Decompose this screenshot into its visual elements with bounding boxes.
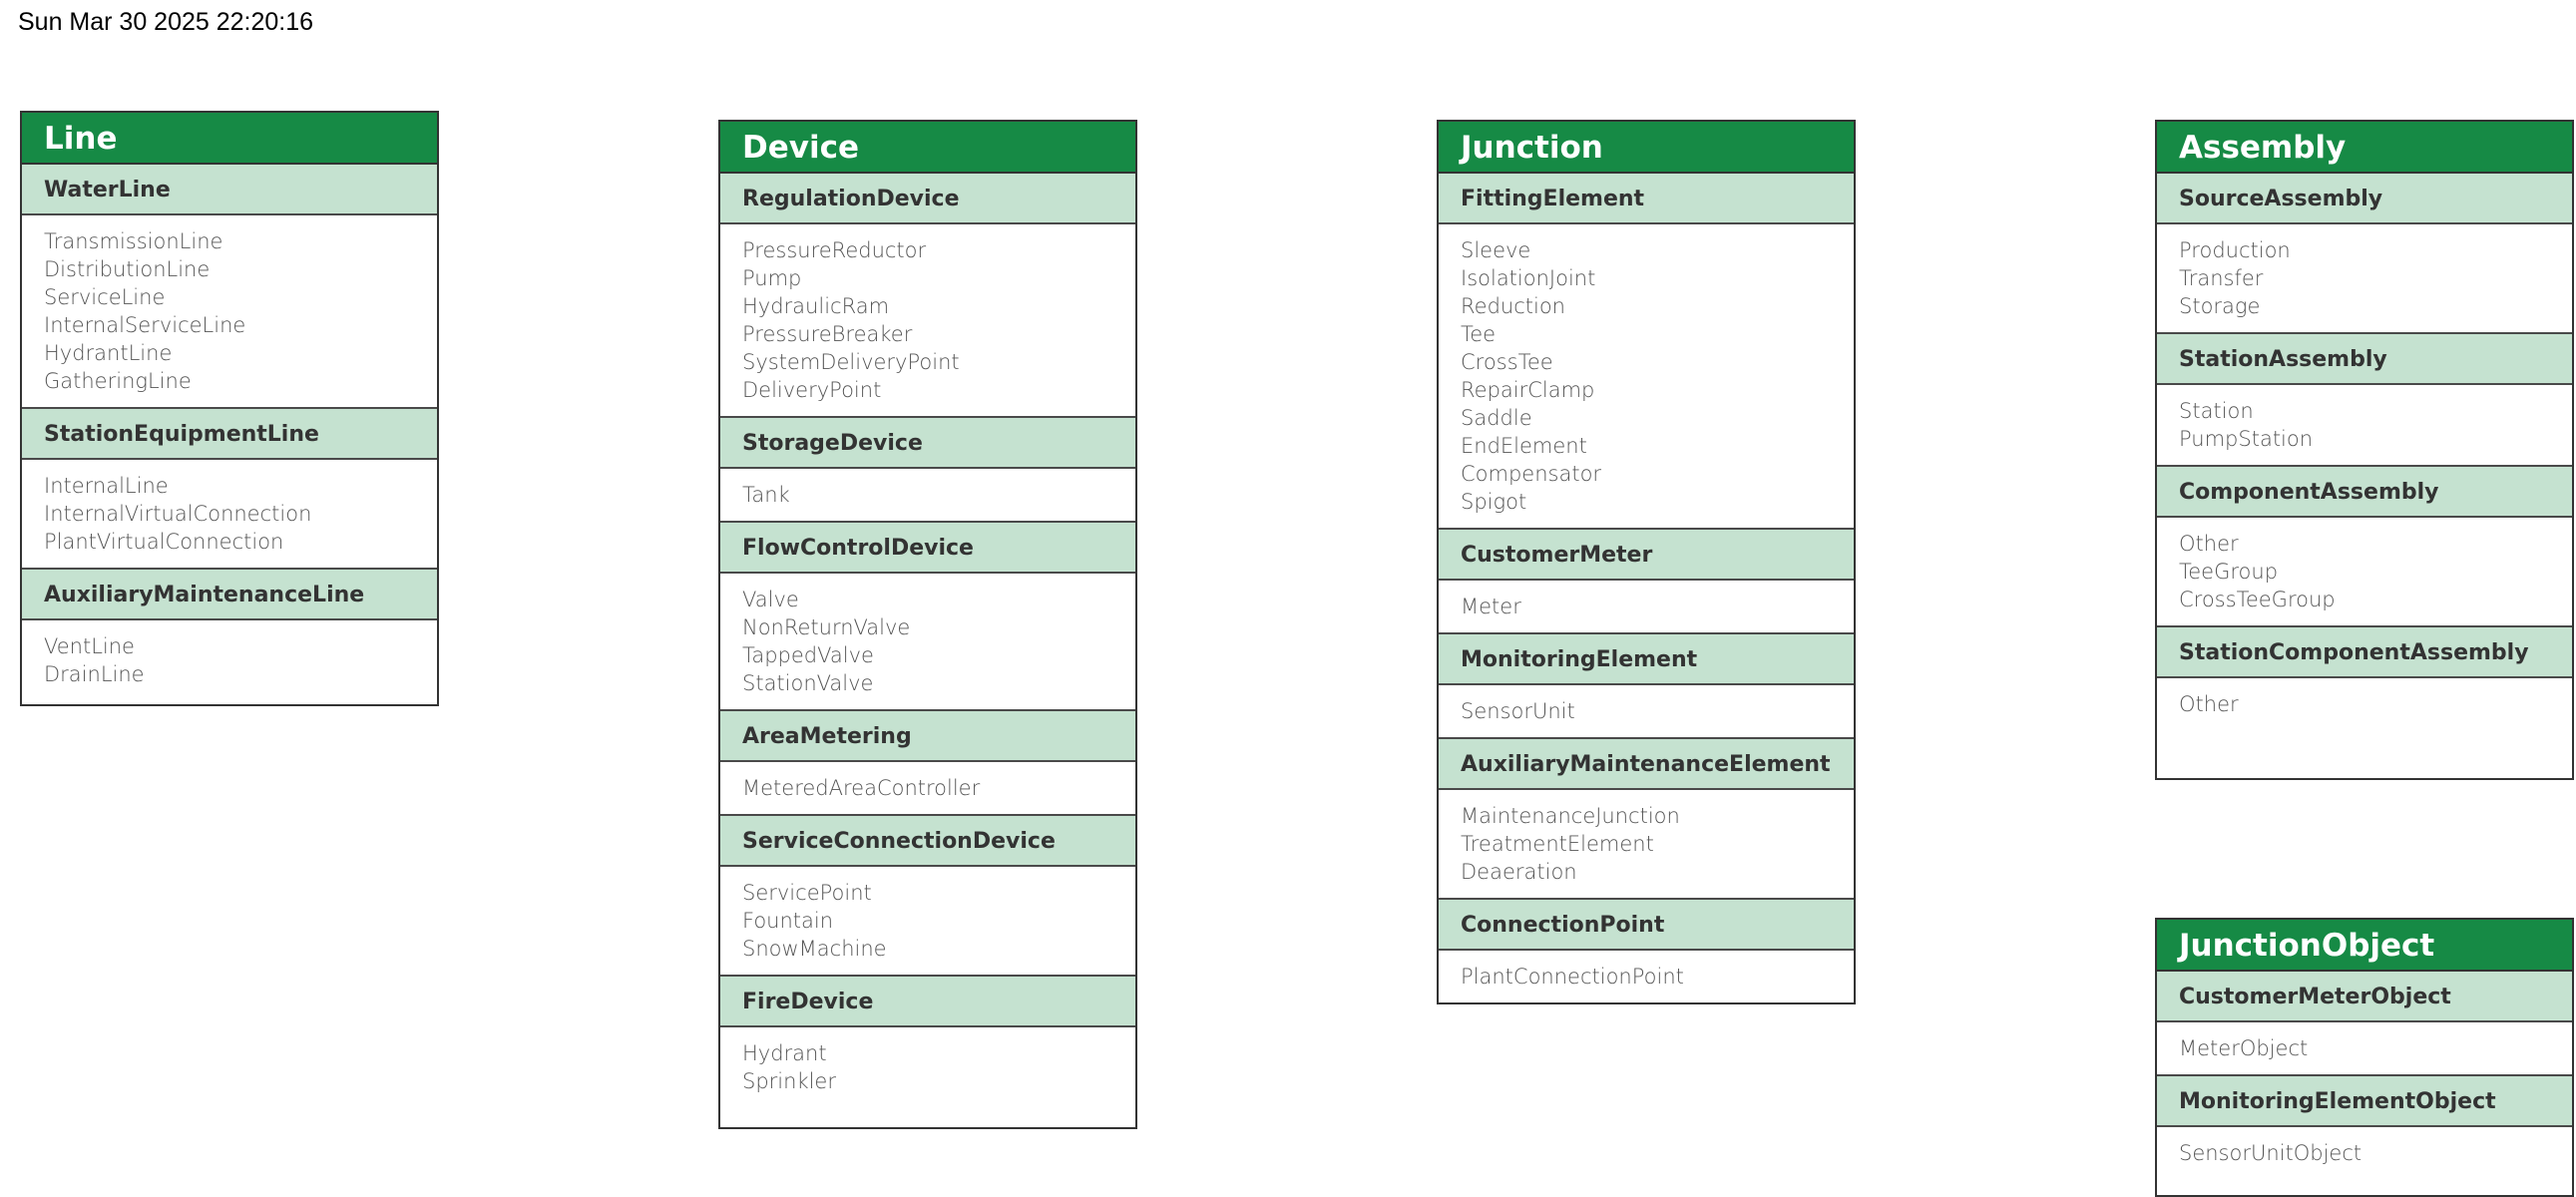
subtype-item: Storage (2179, 294, 2261, 318)
subclass-header: ConnectionPoint (1439, 900, 1854, 951)
subclass-item-list (720, 224, 1135, 418)
subclass-item-list (2157, 1127, 2572, 1179)
subtype-item: PlantVirtualConnection (44, 530, 284, 554)
subtype-item: SensorUnitObject (2179, 1141, 2362, 1165)
subtype-item: CrossTeeGroup (2179, 588, 2336, 611)
subclass-item-list (1439, 224, 1854, 530)
subtype-item: Tank (742, 483, 790, 507)
subclass-header: StationComponentAssembly (2157, 627, 2572, 678)
class-box-assembly (2155, 120, 2574, 780)
subtype-item: Station (2179, 399, 2254, 423)
subtype-item: TappedValve (742, 643, 874, 667)
subclass-item-list (1439, 790, 1854, 900)
class-title: Assembly (2157, 122, 2572, 174)
subclass-item-list (2157, 1022, 2572, 1076)
class-title: Device (720, 122, 1135, 174)
subclass-header: AreaMetering (720, 711, 1135, 762)
subtype-item: Sleeve (1461, 238, 1531, 262)
subclass-item-list (22, 460, 437, 570)
subclass-header: RegulationDevice (720, 174, 1135, 224)
subtype-item: VentLine (44, 634, 135, 658)
subclass-item-list (2157, 224, 2572, 334)
subtype-item: Pump (742, 266, 802, 290)
subclass-item-list (720, 762, 1135, 816)
subtype-item: SystemDeliveryPoint (742, 350, 960, 374)
subclass-item-list (22, 620, 437, 700)
subtype-item: InternalLine (44, 474, 169, 498)
subtype-item: Fountain (742, 909, 834, 933)
class-title: Line (22, 113, 437, 165)
subtype-item: DeliveryPoint (742, 378, 882, 402)
subclass-item-list (1439, 581, 1854, 634)
subtype-item: NonReturnValve (742, 615, 911, 639)
subclass-item-list (2157, 385, 2572, 467)
subtype-item: StationValve (742, 671, 874, 695)
subclass-header: MonitoringElement (1439, 634, 1854, 685)
subtype-item: Valve (742, 588, 799, 611)
subtype-item: MeteredAreaController (742, 776, 981, 800)
subtype-item: Meter (1461, 595, 1521, 618)
class-title: JunctionObject (2157, 920, 2572, 972)
subtype-item: Spigot (1461, 490, 1527, 514)
subclass-header: FlowControlDevice (720, 523, 1135, 574)
subtype-item: PumpStation (2179, 427, 2314, 451)
subclass-header: AuxiliaryMaintenanceElement (1439, 739, 1854, 790)
subtype-item: MaintenanceJunction (1461, 804, 1680, 828)
subclass-header: ServiceConnectionDevice (720, 816, 1135, 867)
subtype-item: TransmissionLine (44, 229, 223, 253)
subclass-header: FireDevice (720, 977, 1135, 1027)
subtype-item: Hydrant (742, 1041, 827, 1065)
class-box-line (20, 111, 439, 706)
subclass-header: ComponentAssembly (2157, 467, 2572, 518)
subclass-header: AuxiliaryMaintenanceLine (22, 570, 437, 620)
subtype-item: ServicePoint (742, 881, 872, 905)
subtype-item: PlantConnectionPoint (1461, 965, 1684, 989)
subtype-item: DistributionLine (44, 257, 211, 281)
timestamp-label: Sun Mar 30 2025 22:20:16 (18, 8, 314, 36)
subtype-item: EndElement (1461, 434, 1587, 458)
subtype-item: ServiceLine (44, 285, 166, 309)
subtype-item: CrossTee (1461, 350, 1553, 374)
subtype-item: Deaeration (1461, 860, 1577, 884)
subtype-item: SensorUnit (1461, 699, 1575, 723)
subtype-item: GatheringLine (44, 369, 192, 393)
subtype-item: HydrantLine (44, 341, 173, 365)
subclass-item-list (720, 867, 1135, 977)
subclass-header: WaterLine (22, 165, 437, 215)
subtype-item: RepairClamp (1461, 378, 1595, 402)
subtype-item: MeterObject (2179, 1036, 2309, 1060)
subclass-header: SourceAssembly (2157, 174, 2572, 224)
subclass-header: CustomerMeterObject (2157, 972, 2572, 1022)
subtype-item: InternalServiceLine (44, 313, 246, 337)
subclass-item-list (2157, 678, 2572, 730)
subtype-item: IsolationJoint (1461, 266, 1596, 290)
subtype-item: Transfer (2179, 266, 2264, 290)
subclass-header: CustomerMeter (1439, 530, 1854, 581)
subtype-item: Tee (1461, 322, 1497, 346)
subtype-item: DrainLine (44, 662, 145, 686)
subclass-header: StorageDevice (720, 418, 1135, 469)
subtype-item: PressureReductor (742, 238, 927, 262)
subclass-item-list (720, 469, 1135, 523)
subtype-item: Other (2179, 532, 2239, 556)
subtype-item: SnowMachine (742, 937, 887, 961)
subtype-item: Production (2179, 238, 2291, 262)
subtype-item: Other (2179, 692, 2239, 716)
subtype-item: Reduction (1461, 294, 1565, 318)
subclass-header: StationEquipmentLine (22, 409, 437, 460)
subtype-item: Saddle (1461, 406, 1532, 430)
subclass-item-list (720, 1027, 1135, 1107)
subclass-item-list (22, 215, 437, 409)
subtype-item: Compensator (1461, 462, 1602, 486)
subclass-item-list (2157, 518, 2572, 627)
subclass-item-list (720, 574, 1135, 711)
subtype-item: Sprinkler (742, 1069, 836, 1093)
subtype-item: PressureBreaker (742, 322, 913, 346)
class-box-device (718, 120, 1137, 1129)
class-box-junction (1437, 120, 1856, 1004)
class-title: Junction (1439, 122, 1854, 174)
class-box-junction-object (2155, 918, 2574, 1197)
subclass-header: FittingElement (1439, 174, 1854, 224)
subclass-item-list (1439, 685, 1854, 739)
subtype-item: TeeGroup (2179, 560, 2279, 584)
subtype-item: HydraulicRam (742, 294, 890, 318)
subclass-header: StationAssembly (2157, 334, 2572, 385)
subclass-item-list (1439, 951, 1854, 1002)
subtype-item: InternalVirtualConnection (44, 502, 312, 526)
subtype-item: TreatmentElement (1461, 832, 1654, 856)
subclass-header: MonitoringElementObject (2157, 1076, 2572, 1127)
